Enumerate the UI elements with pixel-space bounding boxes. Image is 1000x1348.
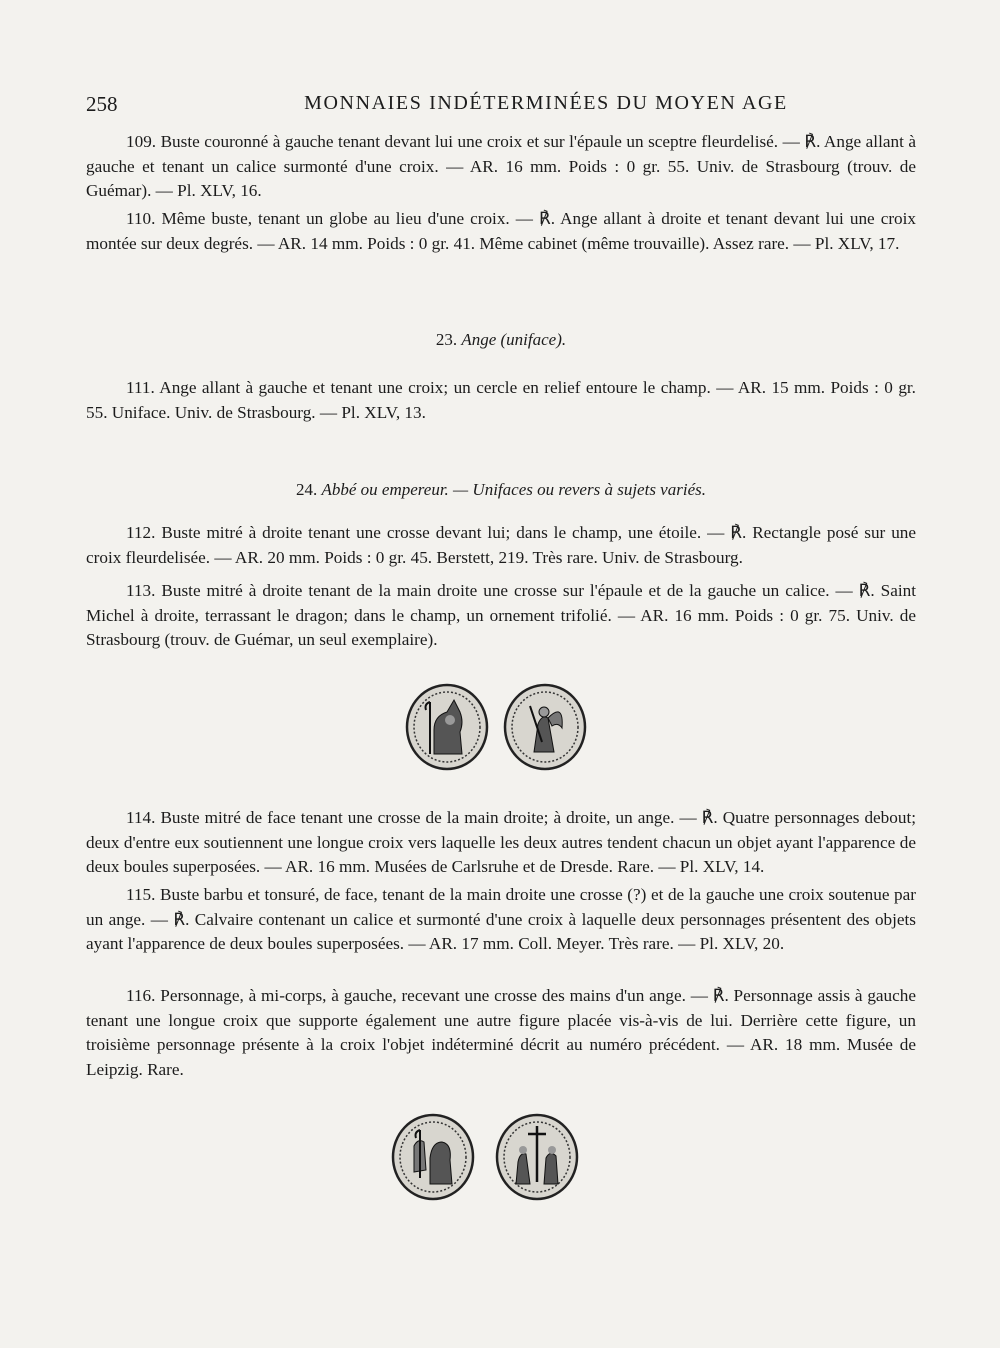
running-title: MONNAIES INDÉTERMINÉES DU MOYEN AGE <box>304 92 788 114</box>
coin-reverse-saint-michel-image <box>502 682 588 772</box>
catalog-entry-115: 115. Buste barbu et tonsuré, de face, tenant de la main droite une crosse (?) et de la gauche une croix soutenue par un ange. — ℟. Calvaire contenant un calice et surmonté d'une croix à laquelle deux personnages présentent des objets ayant l'apparence de deux boules superposées. — AR. 17 mm. Coll. Meyer. Très rare. — Pl. XLV, 20. <box>86 885 916 953</box>
catalog-entry-110: 110. Même buste, tenant un globe au lieu d'une croix. — ℟. Ange allant à droite et tenant devant lui une croix montée sur deux degrés. — AR. 14 mm. Poids : 0 gr. 41. Même cabinet (même trouvaille). Assez rare. — Pl. XLV, 17. <box>86 209 917 253</box>
coin-obverse-mitred-bust-image <box>404 682 490 772</box>
section-heading-23: 23. Ange (uniface). <box>435 330 567 349</box>
catalog-entry-112: 112. Buste mitré à droite tenant une crosse devant lui; dans le champ, une étoile. — ℟. Rectangle posé sur une croix fleurdelisée. — AR. 20 mm. Poids : 0 gr. 45. Berstett, 219. Très rare. Univ. de Strasbourg. <box>86 523 917 567</box>
catalog-entry-113: 113. Buste mitré à droite tenant de la main droite une crosse sur l'épaule et de la gauche un calice. — ℟. Saint Michel à droite, terrassant le dragon; dans le champ, un ornement trifolié. — AR. 16 mm. Poids : 0 gr. 75. Univ. de Strasbourg (trouv. de Guémar, un seul exemplaire). <box>86 581 917 649</box>
catalog-entry-109: 109. Buste couronné à gauche tenant devant lui une croix et sur l'épaule un sceptre fleurdelisé. — ℟. Ange allant à gauche et tenant un calice surmonté d'une croix. — AR. 16 mm. Poids : 0 gr. 55. Univ. de Strasbourg (trouv. de Guémar). — Pl. XLV, 16. <box>86 132 916 200</box>
page-number: 258 <box>86 92 118 116</box>
catalog-entry-111: 111. Ange allant à gauche et tenant une croix; un cercle en relief entoure le champ. — AR. 15 mm. Poids : 0 gr. 55. Uniface. Univ. de Strasbourg. — Pl. XLV, 13. <box>86 378 916 422</box>
catalog-entry-116: 116. Personnage, à mi-corps, à gauche, recevant une crosse des mains d'un ange. — ℟. Personnage assis à gauche tenant une longue croix que supporte également une autre figure placée vis-à-vis de lui. Derrière cette figure, un troisième personnage présente à la croix l'objet indéterminé décrit au numéro précédent. — AR. 18 mm. Musée de Leipzig. Rare. <box>86 986 916 1079</box>
section-heading-24: 24. Abbé ou empereur. — Unifaces ou revers à sujets variés. <box>296 480 706 499</box>
catalog-entry-114: 114. Buste mitré de face tenant une crosse de la main droite; à droite, un ange. — ℟. Quatre personnages debout; deux d'entre eux soutiennent une longue croix vers laquelle les deux autres tendent chacun un objet ayant l'apparence de deux boules superposées. — AR. 16 mm. Musées de Carlsruhe et de Dresde. Rare. — Pl. XLV, 14. <box>86 808 916 876</box>
coin-reverse-cross-figures-image <box>494 1112 580 1202</box>
coin-illustration-pair-113 <box>404 682 594 774</box>
page-header <box>86 92 916 122</box>
coin-illustration-pair-116 <box>390 1112 590 1204</box>
coin-obverse-figure-with-angel-image <box>390 1112 476 1202</box>
